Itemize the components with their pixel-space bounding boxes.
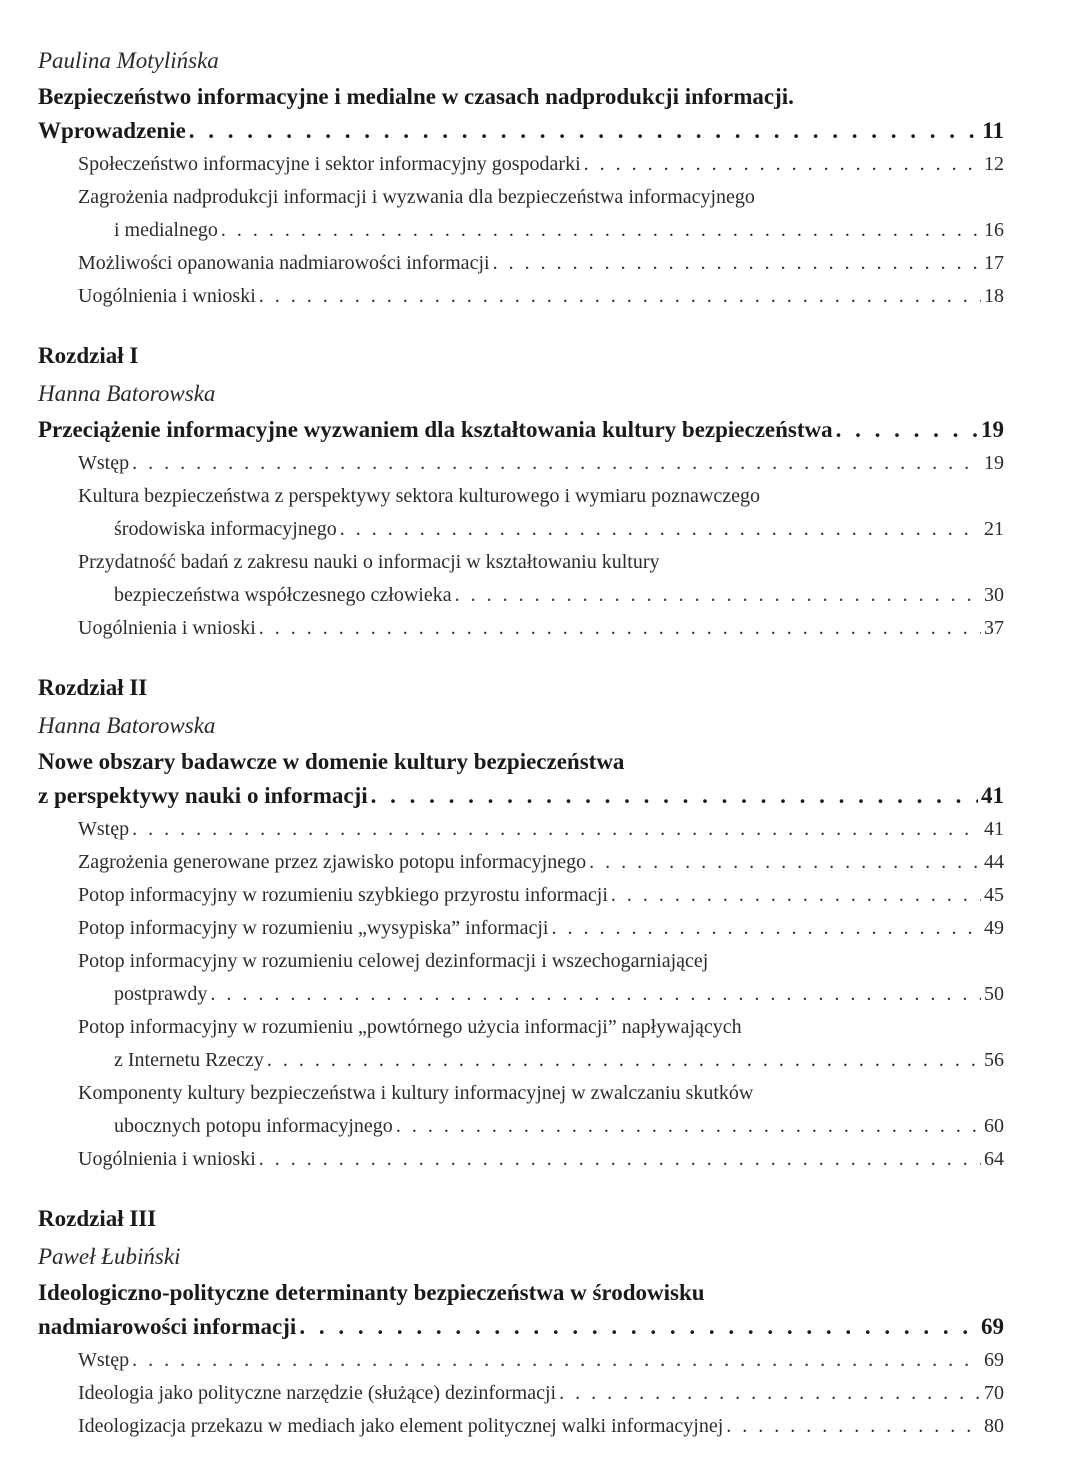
section-title: Uogólnienia i wnioski — [78, 617, 256, 639]
toc-entry[interactable] — [38, 1044, 1004, 1077]
section-title: Wstęp — [78, 1349, 130, 1371]
section-title-line1: Potop informacyjny w rozumieniu „powtórnego użycia informacji” napływających — [78, 1016, 742, 1038]
dot-leader — [210, 978, 981, 1011]
toc-entry[interactable] — [38, 846, 1004, 879]
toc-entry[interactable] — [38, 813, 1004, 846]
page-number: 70 — [984, 1382, 1004, 1404]
section-title: Wstęp — [78, 818, 130, 840]
dot-leader — [299, 1310, 978, 1344]
page-number: 37 — [984, 617, 1004, 639]
section-title: Uogólnienia i wnioski — [78, 285, 256, 307]
section-title-line2: środowiska informacyjnego — [114, 518, 337, 540]
toc-entry[interactable] — [38, 879, 1004, 912]
dot-leader — [259, 1143, 981, 1176]
page-number: 69 — [984, 1349, 1004, 1371]
toc-entry-chapter-1[interactable] — [38, 413, 1004, 447]
dot-leader — [259, 280, 981, 313]
toc-entry[interactable] — [38, 1344, 1004, 1377]
chapter-label: Rozdział III — [38, 1206, 157, 1231]
page-number: 21 — [984, 518, 1004, 540]
toc-entry[interactable] — [38, 612, 1004, 645]
dot-leader — [589, 846, 981, 879]
page-number: 17 — [984, 252, 1004, 274]
intro-author: Paulina Motylińska — [38, 48, 219, 73]
toc-entry[interactable] — [38, 1110, 1004, 1143]
dot-leader — [396, 1110, 981, 1143]
chapter-author: Hanna Batorowska — [38, 381, 216, 406]
dot-leader — [132, 813, 981, 846]
section-title: Ideologizacja przekazu w mediach jako element politycznej walki informacyjnej — [78, 1415, 724, 1437]
page-number: 45 — [984, 884, 1004, 906]
dot-leader — [221, 214, 981, 247]
section-title: Uogólnienia i wnioski — [78, 1148, 256, 1170]
page-number: 50 — [984, 983, 1004, 1005]
dot-leader — [340, 513, 981, 546]
dot-leader — [726, 1410, 981, 1443]
page-number: 19 — [981, 417, 1004, 442]
page-number: 12 — [984, 153, 1004, 175]
dot-leader — [267, 1044, 981, 1077]
page-number: 19 — [984, 452, 1004, 474]
section-title-line1: Zagrożenia nadprodukcji informacji i wyzwania dla bezpieczeństwa informacyjnego — [78, 186, 755, 208]
section-title-line1: Potop informacyjny w rozumieniu celowej dezinformacji i wszechogarniającej — [78, 950, 709, 972]
toc-entry[interactable] — [38, 912, 1004, 945]
page-number: 18 — [984, 285, 1004, 307]
section-title: Możliwości opanowania nadmiarowości informacji — [78, 252, 490, 274]
section-title-line2: z Internetu Rzeczy — [114, 1049, 264, 1071]
section-title: Potop informacyjny w rozumieniu „wysypiska” informacji — [78, 917, 549, 939]
toc-entry[interactable] — [38, 447, 1004, 480]
section-title-line1: Przydatność badań z zakresu nauki o informacji w kształtowaniu kultury — [78, 551, 660, 573]
page-number: 60 — [984, 1115, 1004, 1137]
dot-leader — [559, 1377, 981, 1410]
toc-entry[interactable] — [38, 978, 1004, 1011]
intro-title-line1: Bezpieczeństwo informacyjne i medialne w czasach nadprodukcji informacji. — [38, 84, 794, 109]
section-title-line2: postprawdy — [114, 983, 208, 1005]
toc-entry-chapter-2[interactable] — [38, 779, 1004, 813]
toc-entry[interactable] — [38, 513, 1004, 546]
toc-entry[interactable] — [38, 1410, 1004, 1443]
section-title: Ideologia jako polityczne narzędzie (służące) dezinformacji — [78, 1382, 557, 1404]
chapter-author: Hanna Batorowska — [38, 713, 216, 738]
chapter-title-line1: Ideologiczno-polityczne determinanty bezpieczeństwa w środowisku — [38, 1280, 705, 1305]
page-number: 41 — [984, 818, 1004, 840]
dot-leader — [259, 612, 981, 645]
page-number: 44 — [984, 851, 1004, 873]
dot-leader — [132, 1344, 981, 1377]
chapter-title-line2: z perspektywy nauki o informacji — [38, 783, 368, 808]
toc-entry[interactable] — [38, 247, 1004, 280]
section-title-line2: ubocznych potopu informacyjnego — [114, 1115, 393, 1137]
toc-entry[interactable] — [38, 579, 1004, 612]
dot-leader — [493, 247, 981, 280]
section-title: Społeczeństwo informacyjne i sektor informacyjny gospodarki — [78, 153, 581, 175]
section-title: Potop informacyjny w rozumieniu szybkiego przyrostu informacji — [78, 884, 608, 906]
toc-entry-chapter-3[interactable] — [38, 1310, 1004, 1344]
chapter-title-line2: nadmiarowości informacji — [38, 1314, 297, 1339]
chapter-title-line1: Nowe obszary badawcze w domenie kultury bezpieczeństwa — [38, 749, 625, 774]
chapter-label: Rozdział I — [38, 343, 139, 368]
page-number: 41 — [981, 783, 1004, 808]
section-title-line2: bezpieczeństwa współczesnego człowieka — [114, 584, 452, 606]
toc-entry[interactable] — [38, 148, 1004, 181]
page-number: 11 — [982, 118, 1004, 143]
toc-entry[interactable] — [38, 214, 1004, 247]
section-title-line2: i medialnego — [114, 219, 218, 241]
toc-entry[interactable] — [38, 1377, 1004, 1410]
page-number: 49 — [984, 917, 1004, 939]
toc-entry[interactable] — [38, 1143, 1004, 1176]
page-number: 69 — [981, 1314, 1004, 1339]
table-of-contents — [38, 42, 1004, 1443]
chapter-label: Rozdział II — [38, 675, 148, 700]
toc-entry-intro[interactable] — [38, 114, 1004, 148]
page-number: 16 — [984, 219, 1004, 241]
section-title-line1: Komponenty kultury bezpieczeństwa i kultury informacyjnej w zwalczaniu skutków — [78, 1082, 754, 1104]
intro-title-line2: Wprowadzenie — [38, 118, 186, 143]
dot-leader — [584, 148, 981, 181]
section-title: Wstęp — [78, 452, 130, 474]
dot-leader — [611, 879, 981, 912]
dot-leader — [551, 912, 981, 945]
page-number: 64 — [984, 1148, 1004, 1170]
dot-leader — [455, 579, 981, 612]
page-number: 30 — [984, 584, 1004, 606]
page-number: 80 — [984, 1415, 1004, 1437]
dot-leader — [132, 447, 981, 480]
chapter-author: Paweł Łubiński — [38, 1244, 181, 1269]
toc-entry[interactable] — [38, 280, 1004, 313]
dot-leader — [836, 413, 978, 447]
dot-leader — [371, 779, 978, 813]
dot-leader — [189, 114, 979, 148]
section-title: Zagrożenia generowane przez zjawisko potopu informacyjnego — [78, 851, 587, 873]
chapter-title: Przeciążenie informacyjne wyzwaniem dla kształtowania kultury bezpieczeństwa — [38, 417, 833, 442]
section-title-line1: Kultura bezpieczeństwa z perspektywy sektora kulturowego i wymiaru poznawczego — [78, 485, 760, 507]
page-number: 56 — [984, 1049, 1004, 1071]
